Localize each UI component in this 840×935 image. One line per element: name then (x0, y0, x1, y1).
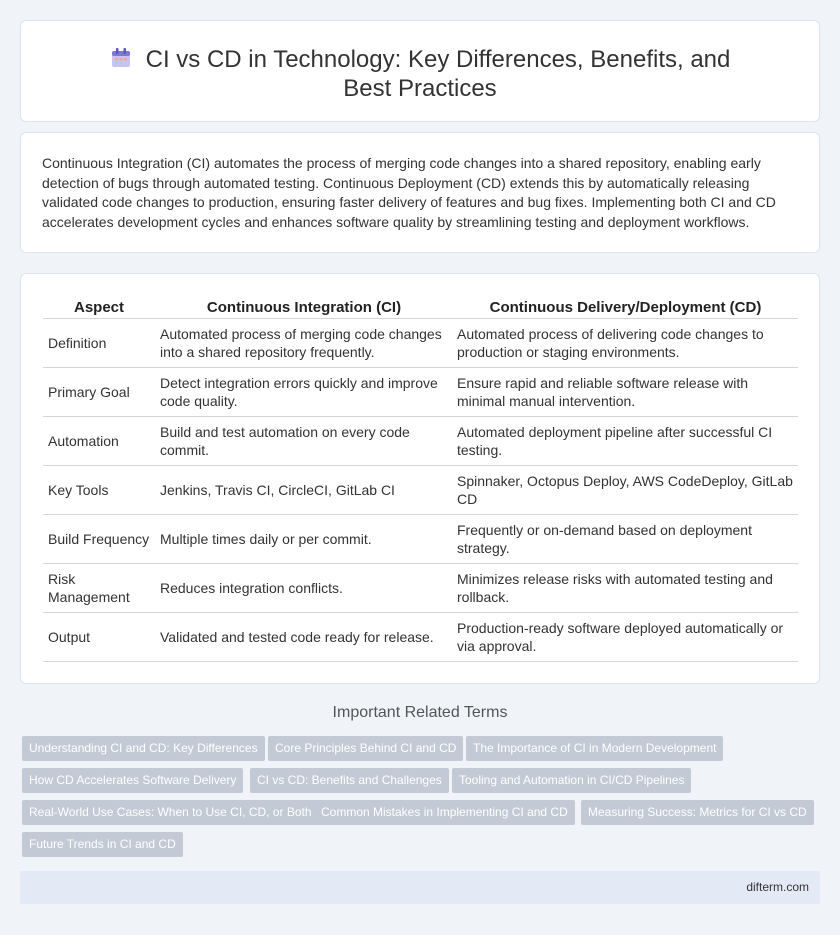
footer-site[interactable]: difterm.com (746, 880, 809, 894)
footer (20, 871, 820, 904)
header-aspect: Aspect (43, 296, 155, 319)
ci-cell: Detect integration errors quickly and improve code quality. (155, 368, 452, 417)
table-row (43, 417, 798, 466)
aspect-cell: Key Tools (43, 466, 155, 515)
cd-cell: Frequently or on-demand based on deployment strategy. (452, 515, 798, 564)
ci-cell: Multiple times daily or per commit. (155, 515, 452, 564)
ci-cell: Automated process of merging code changes into a shared repository frequently. (155, 319, 452, 368)
comparison-card (20, 273, 820, 684)
ci-cell: Jenkins, Travis CI, CircleCI, GitLab CI (155, 466, 452, 515)
table-row (43, 368, 798, 417)
aspect-cell: Automation (43, 417, 155, 466)
related-term-tag[interactable]: Core Principles Behind CI and CD (268, 736, 463, 761)
intro-card (20, 132, 820, 253)
header-ci: Continuous Integration (CI) (155, 296, 452, 319)
ci-cell: Build and test automation on every code commit. (155, 417, 452, 466)
calendar-icon (110, 47, 132, 69)
aspect-cell: Risk Management (43, 564, 155, 613)
title-card (20, 20, 820, 122)
comparison-table (43, 296, 798, 662)
cd-cell: Ensure rapid and reliable software release with minimal manual intervention. (452, 368, 798, 417)
related-term-tag[interactable]: The Importance of CI in Modern Development (466, 736, 723, 761)
related-term-tag[interactable]: Real-World Use Cases: When to Use CI, CD, or Both (22, 800, 319, 825)
aspect-cell: Output (43, 613, 155, 662)
page-title: CI vs CD in Technology: Key Differences, Benefits, and Best Practices (145, 46, 731, 102)
cd-cell: Automated deployment pipeline after successful CI testing. (452, 417, 798, 466)
header-cd: Continuous Delivery/Deployment (CD) (452, 296, 798, 319)
related-term-tag[interactable]: Common Mistakes in Implementing CI and CD (314, 800, 575, 825)
table-row (43, 613, 798, 662)
aspect-cell: Definition (43, 319, 155, 368)
cd-cell: Minimizes release risks with automated testing and rollback. (452, 564, 798, 613)
table-row (43, 515, 798, 564)
table-header-row (43, 296, 798, 319)
aspect-cell: Build Frequency (43, 515, 155, 564)
cd-cell: Production-ready software deployed automatically or via approval. (452, 613, 798, 662)
related-term-tag[interactable]: Measuring Success: Metrics for CI vs CD (581, 800, 814, 825)
related-term-tag[interactable]: CI vs CD: Benefits and Challenges (250, 768, 449, 793)
ci-cell: Reduces integration conflicts. (155, 564, 452, 613)
related-term-tag[interactable]: How CD Accelerates Software Delivery (22, 768, 243, 793)
aspect-cell: Primary Goal (43, 368, 155, 417)
related-terms-heading: Important Related Terms (332, 704, 508, 721)
related-term-tag[interactable]: Understanding CI and CD: Key Differences (22, 736, 265, 761)
table-row (43, 319, 798, 368)
cd-cell: Spinnaker, Octopus Deploy, AWS CodeDeploy, GitLab CD (452, 466, 798, 515)
ci-cell: Validated and tested code ready for release. (155, 613, 452, 662)
table-row (43, 564, 798, 613)
related-term-tag[interactable]: Future Trends in CI and CD (22, 832, 183, 857)
intro-text: Continuous Integration (CI) automates the process of merging code changes into a shared repository, enabling early detection of bugs through automated testing. Continuous Deployment (CD) extends this by automatically releasing validated code changes to production, ensuring faster delivery of features and bug fixes. Implementing both CI and CD accelerates development cycles and enhances software quality by streamlining testing and deployment workflows. (42, 155, 776, 230)
cd-cell: Automated process of delivering code changes to production or staging environments. (452, 319, 798, 368)
table-row (43, 466, 798, 515)
related-term-tag[interactable]: Tooling and Automation in CI/CD Pipelines (452, 768, 691, 793)
